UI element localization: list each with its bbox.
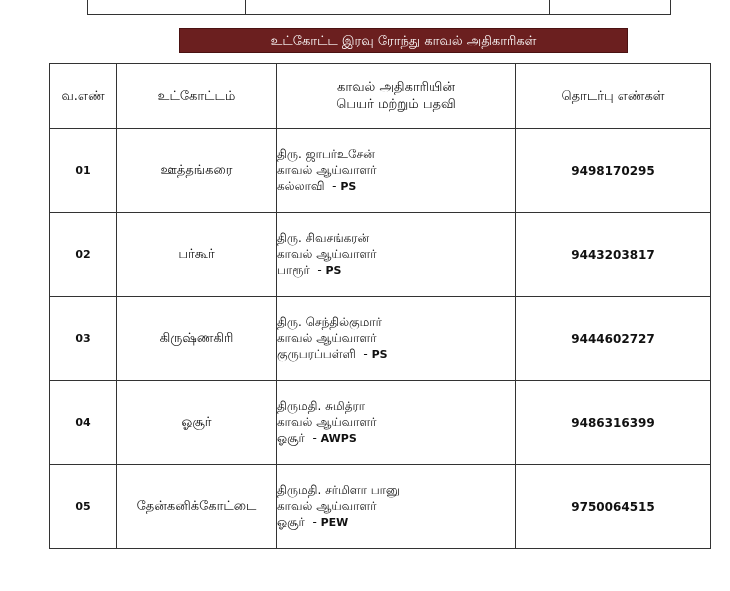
row-sno: 04 [50,381,117,465]
officer-station-line: பாரூர் - PS [277,263,342,277]
officer-station: ஓசூர் [277,515,305,529]
header-officer [277,64,516,129]
officer-station-code: PS [325,264,342,277]
header-contact [516,64,711,129]
row-officer-cell [277,465,516,549]
officer-name: திரு. சிவசங்கரன் [277,231,370,245]
officer-station: கல்லாவி [277,179,325,193]
row-contact-number: 9444602727 [516,297,711,381]
row-sno: 05 [50,465,117,549]
header-subdivision-label: உட்கோட்டம் [157,88,236,104]
header-officer-line1: காவல் அதிகாரியின் [337,80,455,95]
table-row [50,297,711,381]
night-patrol-officers-table [49,63,711,549]
officer-designation: காவல் ஆய்வாளர் [277,331,377,345]
officer-designation: காவல் ஆய்வாளர் [277,415,377,429]
table-row [50,465,711,549]
row-subdivision: ஊத்தங்கரை [117,129,277,213]
officer-station-code: AWPS [320,432,357,445]
table-row [50,213,711,297]
row-subdivision: தேன்கனிக்கோட்டை [117,465,277,549]
header-subdivision [117,64,277,129]
remnant-divider [245,0,246,15]
row-contact-number: 9443203817 [516,213,711,297]
officer-station-code: PS [340,180,357,193]
row-officer-cell [277,129,516,213]
officer-station: குருபரப்பள்ளி [277,347,356,361]
row-contact-number: 9486316399 [516,381,711,465]
officer-station: பாரூர் [277,263,310,277]
row-subdivision: கிருஷ்ணகிரி [117,297,277,381]
officer-station: ஓசூர் [277,431,305,445]
officer-name: திருமதி. சர்மிளா பானு [277,483,400,497]
officer-designation: காவல் ஆய்வாளர் [277,163,377,177]
officer-name: திரு. செந்தில்குமார் [277,315,382,329]
officer-designation: காவல் ஆய்வாளர் [277,499,377,513]
section-title-banner: உட்கோட்ட இரவு ரோந்து காவல் அதிகாரிகள் [179,28,628,53]
row-sno: 01 [50,129,117,213]
officer-name: திரு. ஜாபர்உசேன் [277,147,375,161]
officer-designation: காவல் ஆய்வாளர் [277,247,377,261]
row-officer-cell [277,297,516,381]
table-row [50,381,711,465]
table-header-row [50,64,711,129]
header-officer-line2: பெயர் மற்றும் பதவி [336,97,456,112]
officer-station-line: குருபரப்பள்ளி - PS [277,347,388,361]
header-sno-label: வ.எண் [61,88,105,104]
row-sno: 02 [50,213,117,297]
officer-station-line: ஓசூர் - AWPS [277,431,357,445]
row-contact-number: 9750064515 [516,465,711,549]
remnant-divider [549,0,550,15]
header-contact-label: தொடர்பு எண்கள் [561,88,665,104]
previous-table-remnant [87,0,671,15]
row-contact-number: 9498170295 [516,129,711,213]
row-sno: 03 [50,297,117,381]
officer-station-code: PS [371,348,388,361]
header-sno [50,64,117,129]
row-subdivision: பர்கூர் [117,213,277,297]
row-officer-cell [277,381,516,465]
row-subdivision: ஓசூர் [117,381,277,465]
officer-station-code: PEW [320,516,349,529]
officer-name: திருமதி. சுமித்ரா [277,399,365,413]
officer-station-line: கல்லாவி - PS [277,179,357,193]
table-row [50,129,711,213]
row-officer-cell [277,213,516,297]
officer-station-line: ஓசூர் - PEW [277,515,349,529]
